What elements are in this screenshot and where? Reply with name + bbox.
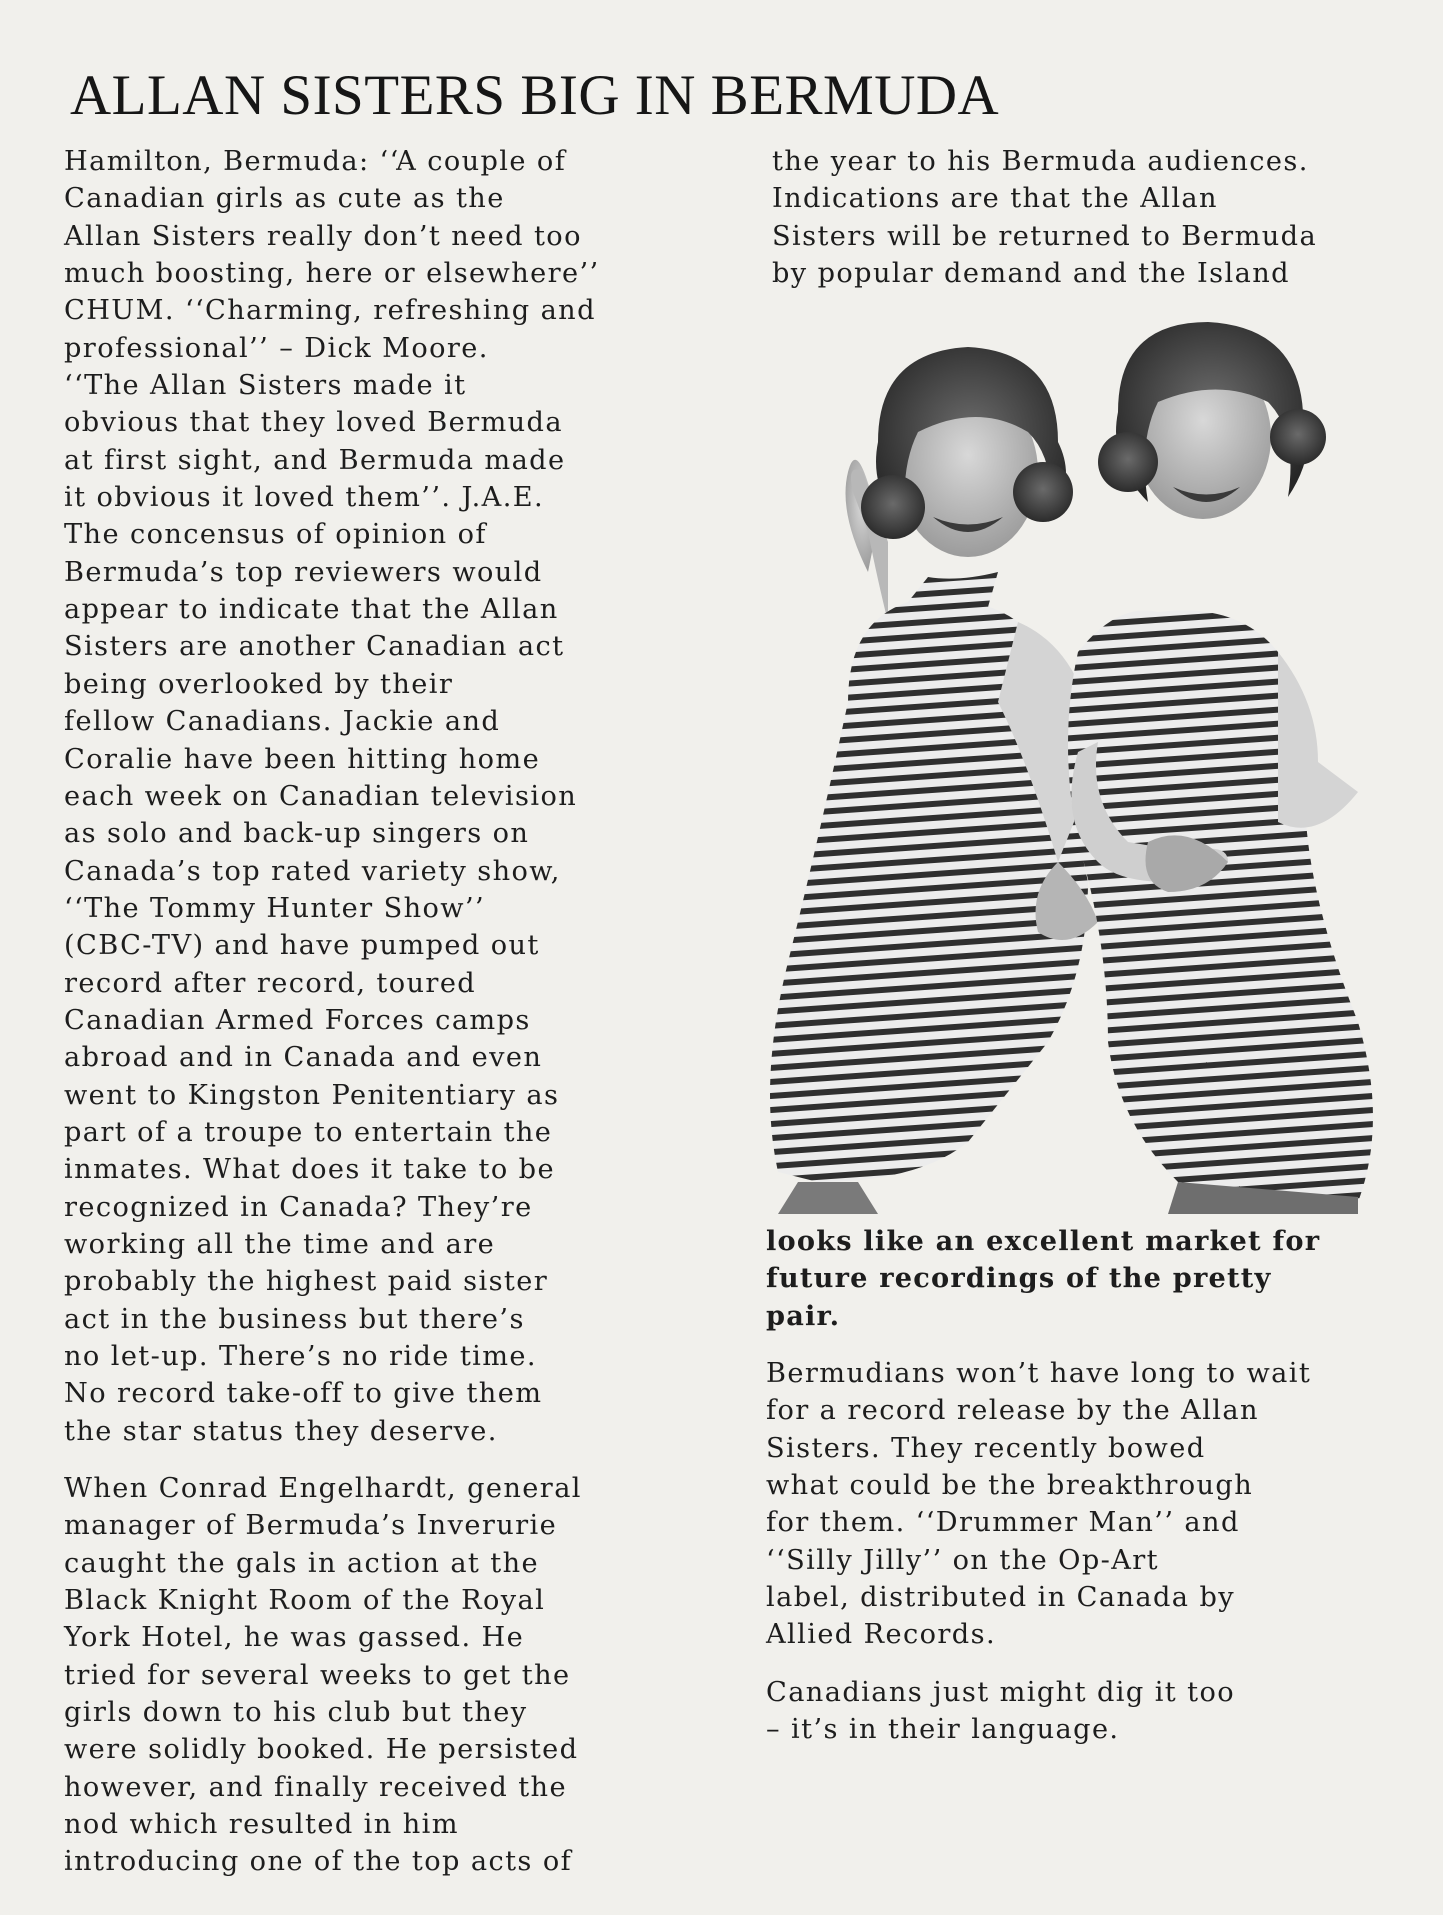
right-top-paragraph-1: the year to his Bermuda audiences. Indications are that the Allan Sisters will be returned to Bermuda by popular demand and the Island <box>772 146 1318 290</box>
right-column-top <box>772 143 1432 312</box>
allan-sisters-photo <box>758 322 1399 1214</box>
right-bottom-paragraph-1: looks like an excellent market for future recordings of the pretty pair. <box>766 1225 1321 1332</box>
right-bottom-paragraph-2: Bermudians won’t have long to wait for a record release by the Allan Sisters. They recently bowed what could be the breakthrough for them. ‘‘Drummer Man’’ and ‘‘Silly Jilly’’ on the Op-Art label, distributed in Canada by Allied Records. <box>766 1358 1312 1651</box>
left-paragraph-1: Hamilton, Bermuda: ‘‘A couple of Canadian girls as cute as the Allan Sisters really don’t need too much boosting, here or elsewhere’’ CHUM. ‘‘Charming, refreshing and professional’’ – Dick Moore. ‘‘The Allan Sisters made it obvious that they loved Bermuda at first sight, and Bermuda made it obvious it loved them’’. J.A.E. The concensus of opinion of Bermuda’s top reviewers would appear to indicate that the Allan Sisters are another Canadian act being overlooked by their fellow Canadians. Jackie and Coralie have been hitting home each week on Canadian television as solo and back-up singers on Canada’s top rated variety show, ‘‘The Tommy Hunter Show’’ (CBC-TV) and have pumped out record after record, toured Canadian Armed Forces camps abroad and in Canada and even went to Kingston Penitentiary as part of a troupe to entertain the inmates. What does it take to be recognized in Canada? They’re working all the time and are probably the highest paid sister act in the business but there’s no let-up. There’s no ride time. No record take-off to give them the star status they deserve. <box>64 146 600 1447</box>
left-paragraph-2: When Conrad Engelhardt, general manager of Bermuda’s Inverurie caught the gals in action at the Black Knight Room of the Royal York Hotel, he was gassed. He tried for several weeks to get the girls down to his club but they were solidly booked. He persisted however, and finally received the nod which resulted in him introducing one of the top acts of <box>64 1473 582 1878</box>
article-headline: ALLAN SISTERS BIG IN BERMUDA <box>70 64 1000 127</box>
right-column-bottom <box>766 1223 1426 1768</box>
left-column <box>64 143 714 1901</box>
right-bottom-paragraph-3: Canadians just might dig it too – it’s in their language. <box>766 1676 1236 1746</box>
